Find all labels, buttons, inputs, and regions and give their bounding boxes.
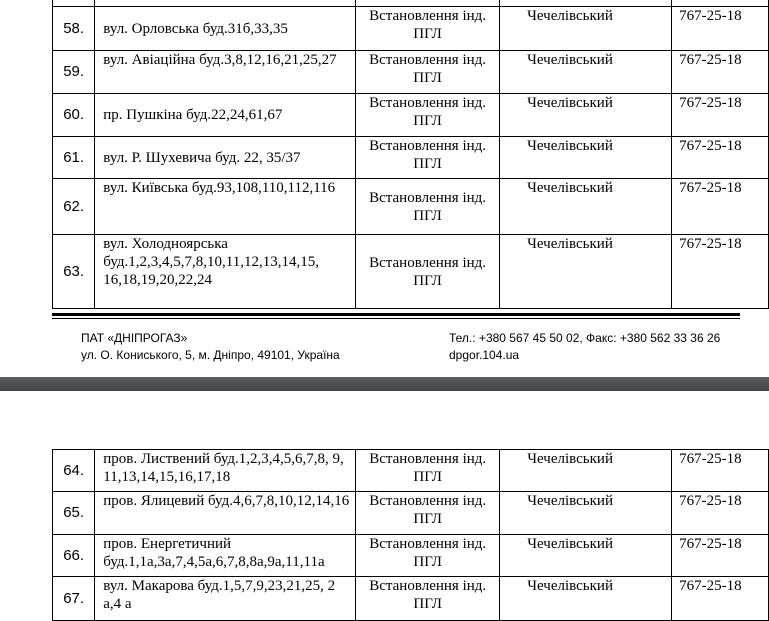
table-row [53, 450, 769, 492]
row-work-type: Встановлення інд. ПГЛ [356, 7, 500, 51]
row-address: вул. Макарова буд.1,5,7,9,23,21,25, 2 а,4 а [95, 577, 356, 621]
row-address: пр. Пушкіна буд.22,24,61,67 [95, 94, 356, 137]
table-row [53, 7, 769, 51]
row-phone: 767-25-18 [672, 450, 769, 492]
row-district: Чечелівський [500, 450, 672, 492]
footer-contacts-block [449, 330, 720, 364]
row-address: пров. Ялицевий буд.4,6,7,8,10,12,14,16 [95, 492, 356, 535]
row-address: вул. Холодноярська буд.1,2,3,4,5,7,8,10,11,12,13,14,15, 16,18,19,20,22,24 [95, 235, 356, 309]
row-district: Чечелівський [500, 94, 672, 137]
row-work-type: Встановлення інд. ПГЛ [356, 179, 500, 235]
row-number: 65. [53, 492, 95, 535]
row-work-type: Встановлення інд. ПГЛ [356, 450, 500, 492]
row-phone: 767-25-18 [672, 235, 769, 309]
row-number: 66. [53, 535, 95, 577]
row-phone: 767-25-18 [672, 492, 769, 535]
row-address: вул. Р. Шухевича буд. 22, 35/37 [95, 137, 356, 179]
row-address: пров. Енергетичний буд.1,1а,3а,7,4,5а,6,7,8,8а,9а,11,11а [95, 535, 356, 577]
table-row [53, 492, 769, 535]
table-row [53, 235, 769, 309]
row-number: 58. [53, 7, 95, 51]
row-phone: 767-25-18 [672, 51, 769, 94]
footer-website: dpgor.104.ua [449, 348, 520, 362]
row-district: Чечелівський [500, 179, 672, 235]
row-work-type: Встановлення інд. ПГЛ [356, 137, 500, 179]
footer-company-block [81, 330, 340, 364]
row-number: 62. [53, 179, 95, 235]
footer-address: ул. О. Кониського, 5, м. Дніпро, 49101, Україна [81, 348, 340, 362]
table-row [53, 179, 769, 235]
row-phone: 767-25-18 [672, 577, 769, 621]
row-work-type: Встановлення інд. ПГЛ [356, 51, 500, 94]
row-district: Чечелівський [500, 235, 672, 309]
row-district: Чечелівський [500, 535, 672, 577]
row-district: Чечелівський [500, 492, 672, 535]
row-phone: 767-25-18 [672, 137, 769, 179]
row-phone: 767-25-18 [672, 7, 769, 51]
table-row [53, 137, 769, 179]
table-row [53, 535, 769, 577]
row-district: Чечелівський [500, 137, 672, 179]
row-number: 61. [53, 137, 95, 179]
footer-rule-thin [52, 318, 740, 319]
row-work-type: Встановлення інд. ПГЛ [356, 492, 500, 535]
row-number: 64. [53, 450, 95, 492]
row-number: 60. [53, 94, 95, 137]
row-work-type: Встановлення інд. ПГЛ [356, 577, 500, 621]
footer-rule-thick [52, 313, 740, 316]
table-row [53, 51, 769, 94]
footer-company-name: ПАТ «ДНІПРОГАЗ» [81, 331, 188, 345]
page-separator [0, 377, 769, 391]
schedule-table-top [52, 0, 769, 309]
footer-contacts: Тел.: +380 567 45 50 02, Факс: +380 562 33 36 26 [449, 331, 721, 345]
schedule-table-bottom [52, 449, 769, 621]
row-work-type: Встановлення інд. ПГЛ [356, 235, 500, 309]
row-number: 63. [53, 235, 95, 309]
row-address: вул. Авіаційна буд.3,8,12,16,21,25,27 [95, 51, 356, 94]
row-number: 67. [53, 577, 95, 621]
row-phone: 767-25-18 [672, 535, 769, 577]
row-district: Чечелівський [500, 7, 672, 51]
row-address: вул. Орловська буд.31б,33,35 [95, 7, 356, 51]
row-address: пров. Листвений буд.1,2,3,4,5,6,7,8, 9, 11,13,14,15,16,17,18 [95, 450, 356, 492]
row-phone: 767-25-18 [672, 179, 769, 235]
row-district: Чечелівський [500, 577, 672, 621]
row-work-type: Встановлення інд. ПГЛ [356, 94, 500, 137]
row-address: вул. Київська буд.93,108,110,112,116 [95, 179, 356, 235]
row-phone: 767-25-18 [672, 94, 769, 137]
table-row [53, 94, 769, 137]
row-work-type: Встановлення інд. ПГЛ [356, 535, 500, 577]
table-row [53, 577, 769, 621]
row-number: 59. [53, 51, 95, 94]
row-district: Чечелівський [500, 51, 672, 94]
